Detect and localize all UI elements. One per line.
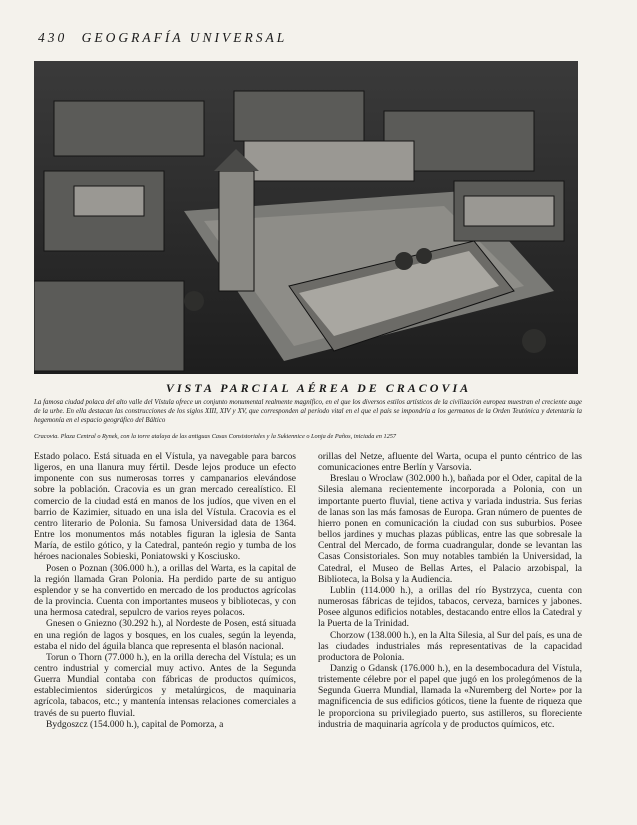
paragraph: Danzig o Gdansk (176.000 h.), en la desembocadura del Vístula, tristemente célebre por el papel que jugó en los prolegómenos de la Segunda Guerra Mundial, llamada la «Nuremberg del Norte» por la magnificencia de sus edificios góticos, tiene la fuente de riqueza que le proporciona su privilegiado puerto, sus astilleros, su floreciente industria de maquinaria agrícola y de productos químicos, etc. <box>318 663 582 730</box>
text-column-right <box>318 452 582 731</box>
paragraph: Estado polaco. Está situada en el Vístula, ya navegable para barcos ligeros, en una llanura muy fértil. Desde lejos produce un efecto imponente con sus numerosas torres y campanarios elevándose sobre la población. Cracovia es un gran mercado cerealístico. El comercio de la ciudad está en manos de los judíos, que viven en el barrio de Kazimier, situado en una isla del Vístula. Cracovia es el centro literario de Polonia. Su famosa Universidad data de 1364. Entre los monumentos más notables figuran la iglesia de Santa María, de estilo gótico, y la Catedral, panteón regio y tumba de los héroes nacionales Sobieski, Poniatowski y Kosciusko. <box>34 452 296 563</box>
caption-body: La famosa ciudad polaca del alto valle del Vístula ofrece un conjunto monumental realmente magnífico, en el que los diversos estilos artísticos de la civilización europea muestran el creciente auge de la urbe. En ella destacan las construcciones de los siglos XIII, XIV y XV, que corresponden al período vital en el que el país se impondría a los germanos de la Orden Teutónica y detentaría la hegemonía en el espacio geográfico del Báltico <box>34 399 582 425</box>
paragraph: Chorzow (138.000 h.), en la Alta Silesia, al Sur del país, es una de las ciudades industriales más representativas de la capacidad productora de Polonia. <box>318 630 582 663</box>
paragraph: Torun o Thorn (77.000 h.), en la orilla derecha del Vístula; es un centro industrial y comercial muy activo. Antes de la Segunda Guerra Mundial contaba con fábricas de productos químicos, establecimientos siderúrgicos y metalúrgicos, de maquinaria agrícola, tabacos, etc.; y mantenía intensas relaciones comerciales a través de su puerto fluvial. <box>34 652 296 719</box>
paragraph: Bydgoszcz (154.000 h.), capital de Pomorza, a <box>46 719 224 730</box>
aerial-photo <box>34 61 578 374</box>
text-column-left <box>34 452 296 731</box>
paragraph: Lublin (114.000 h.), a orillas del río Bystrzyca, cuenta con numerosas fábricas de tejidos, tabacos, cerveza, barnices y jabones. Posee algunos edificios notables, destacando entre ellos la Catedral y la Puerta de la Trinidad. <box>318 585 582 630</box>
page-number: 430 <box>38 30 68 45</box>
book-title: GEOGRAFÍA UNIVERSAL <box>81 30 288 45</box>
aerial-city-photo-icon <box>34 61 578 374</box>
paragraph: Breslau o Wroclaw (302.000 h.), bañada por el Oder, capital de la Silesia alemana recientemente incorporada a Polonia, con un importante puerto fluvial, tiene activa y variada industria. Sus ferias de lanas son las más famosas de Europa. Gran número de puentes de hierro ponen en comunicación la ciudad con sus suburbios. Posee bellos jardines y muchas plazas públicas, entre las que sobresale la Central del Mercado, de forma cuadrangular, donde se levantan las Casas Consistoriales. Son muy notables también la Universidad, la Catedral, el Museo de Bellas Artes, el Palacio arzobispal, la Biblioteca, la Bolsa y la Audiencia. <box>318 474 582 585</box>
paragraph: Posen o Poznan (306.000 h.), a orillas del Warta, es la capital de la región llamada Gran Polonia. Ha perdido parte de su antiguo esplendor y se ha convertido en mercado de los productos agrícolas de la provincia. Cuenta con importantes museos y bibliotecas, y con una hermosa catedral, sepulcro de varios reyes polacos. <box>34 563 296 619</box>
caption-title: VISTA PARCIAL AÉREA DE CRACOVIA <box>165 381 472 395</box>
page-header <box>38 30 287 46</box>
paragraph: Gnesen o Gniezno (30.292 h.), al Nordeste de Posen, está situada en una región de lagos y bosques, en los cuales, según la leyenda, estaba el nido del águila blanca que representa el blasón nacional. <box>34 619 296 652</box>
paragraph: orillas del Netze, afluente del Warta, ocupa el punto céntrico de las comunicaciones entre Berlín y Varsovia. <box>318 452 582 474</box>
caption-note: Cracovia. Plaza Central o Rynek, con la torre atalaya de las antiguas Casas Consistoriales y la Sukiennice o Lonja de Paños, iniciada en 1257 <box>34 433 397 440</box>
